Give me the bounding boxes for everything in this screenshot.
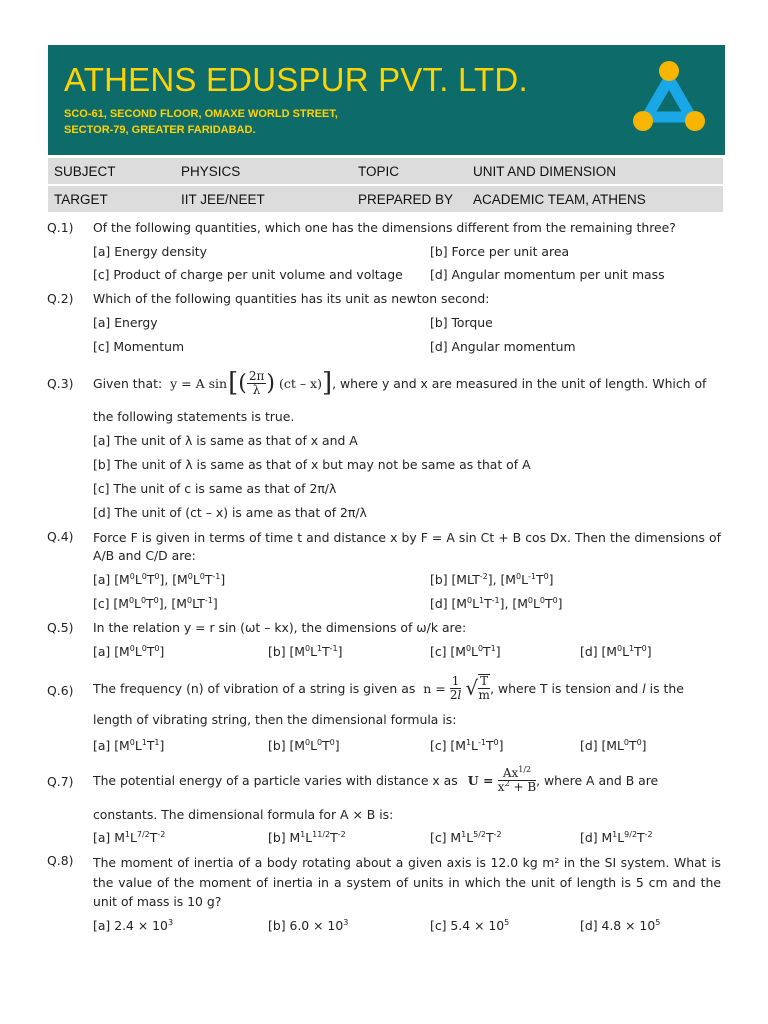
header-banner: [48, 45, 725, 155]
q5-option-c: [c] $[M^0L^0T^1]$: [430, 644, 501, 659]
q7-stem: [93, 760, 658, 800]
q6-option-a: [a] $[M^0L^1T^1]$: [93, 738, 165, 753]
q8-text: The moment of inertia of a body rotating about a given axis is 12.0 kg m² in the SI system. What is the value of the moment of inertia in a system of units in which the unit of length is 5 cm and the unit of mass is 10 g?: [93, 855, 721, 909]
address-line-1: SCO-61, SECOND FLOOR, OMAXE WORLD STREET,: [64, 108, 338, 120]
target-label: TARGET: [48, 186, 175, 214]
q6-l-symbol: l: [642, 680, 646, 696]
q4-text: Force F is given in terms of time t and distance x by F = A sin Ct + B cos Dx. Then the dimensions of A/B and C/D are:: [93, 530, 721, 563]
q8-option-d: [d] $4.8 \times 10^5$: [580, 918, 661, 933]
q4-option-d: [d] $[M^0L^1T^{-1}]$, $[M^0L^0T^0]$: [430, 596, 563, 611]
q8-option-b: [b] $6.0 \times 10^3$: [268, 918, 349, 933]
q6-option-d: [d] $[ML^0T^0]$: [580, 738, 647, 753]
q1-option-b: [b] Force per unit area: [430, 244, 570, 259]
q7-number: Q.7): [47, 774, 74, 789]
q3-option-c: [c] The unit of c is same as that of 2π/λ: [93, 481, 337, 496]
q6-number: Q.6): [47, 683, 74, 698]
q1-option-a: [a] Energy density: [93, 244, 207, 259]
q7-option-c: [c] $M^1L^{5/2}T^{-2}$: [430, 830, 502, 845]
q8-number: Q.8): [47, 853, 74, 868]
prepared-label: PREPARED BY: [352, 186, 467, 214]
q1-text: Of the following quantities, which one has the dimensions different from the remaining three?: [93, 220, 676, 235]
q2-text: Which of the following quantities has its unit as newton second:: [93, 291, 490, 306]
q5-text: In the relation y = r sin (ωt – kx), the dimensions of ω/k are:: [93, 620, 467, 635]
meta-table: [48, 158, 723, 214]
q6-stem: [93, 668, 684, 708]
prepared-value: ACADEMIC TEAM, ATHENS: [467, 186, 723, 214]
q3-pre-text: Given that:: [93, 375, 163, 391]
q6-option-b: [b] $[M^0L^0T^0]$: [268, 738, 340, 753]
topic-value: UNIT AND DIMENSION: [467, 158, 723, 186]
q2-option-a: [a] Energy: [93, 315, 158, 330]
q7-option-b: [b] $M^1L^{11/2}T^{-2}$: [268, 830, 346, 845]
q7-formula: U = $\frac{Ax^{1/2}}{x^2 + B}$: [467, 764, 537, 794]
q3-line2: the following statements is true.: [93, 409, 295, 424]
q7-post-text: , where A and B are: [536, 772, 659, 788]
q3-stem: [93, 365, 706, 401]
q1-option-c: [c] Product of charge per unit volume and voltage: [93, 267, 403, 282]
q4-option-a: [a] $[M^0L^0T^0]$, $[M^0L^0T^{-1}]$: [93, 572, 226, 587]
company-title: ATHENS EDUSPUR PVT. LTD.: [64, 61, 528, 98]
q3-formula: y = A sin [ ( $\frac{2\pi}{\lambda}$ ) (ct – x) ]: [170, 368, 333, 398]
q6-post-text: , where T is tension and: [490, 680, 639, 696]
address-line-2: SECTOR-79, GREATER FARIDABAD.: [64, 124, 256, 136]
q5-option-b: [b] $[M^0L^1T^{-1}]$: [268, 644, 343, 659]
q5-option-d: [d] $[M^0L^1T^0]$: [580, 644, 652, 659]
subject-label: SUBJECT: [48, 158, 175, 186]
q3-option-a: [a] The unit of λ is same as that of x and A: [93, 433, 358, 448]
q5-option-a: [a] $[M^0L^0T^0]$: [93, 644, 165, 659]
athens-logo: [613, 45, 725, 155]
q6-option-c: [c] $[M^1L^{-1}T^0]$: [430, 738, 504, 753]
q3-option-d: [d] The unit of (ct – x) is ame as that of 2π/λ: [93, 505, 367, 520]
q2-number: Q.2): [47, 291, 74, 306]
q7-option-d: [d] $M^1L^{9/2}T^{-2}$: [580, 830, 653, 845]
q2-option-d: [d] Angular momentum: [430, 339, 576, 354]
q3-number: Q.3): [47, 376, 74, 391]
q6-pre-text: The frequency (n) of vibration of a string is given as: [93, 680, 416, 696]
topic-label: TOPIC: [352, 158, 467, 186]
q6-line2: length of vibrating string, then the dimensional formula is:: [93, 712, 457, 727]
subject-value: PHYSICS: [175, 158, 352, 186]
q1-option-d: [d] Angular momentum per unit mass: [430, 267, 665, 282]
q4-option-b: [b] $[MLT^{-2}]$, $[M^0L^{-1}T^0]$: [430, 572, 554, 587]
q4-option-c: [c] $[M^0L^0T^0]$, $[M^0LT^{-1}]$: [93, 596, 218, 611]
q3-option-b: [b] The unit of λ is same as that of x but may not be same as that of A: [93, 457, 531, 472]
q3-post-text: , where y and x are measured in the unit of length. Which of: [332, 375, 707, 391]
q7-line2: constants. The dimensional formula for A × B is:: [93, 807, 394, 822]
q4-number: Q.4): [47, 529, 74, 544]
q2-option-b: [b] Torque: [430, 315, 493, 330]
q1-number: Q.1): [47, 220, 74, 235]
target-value: IIT JEE/NEET: [175, 186, 352, 214]
q7-pre-text: The potential energy of a particle varies with distance x as: [93, 772, 458, 788]
q8-option-c: [c] $5.4 \times 10^5$: [430, 918, 510, 933]
q5-number: Q.5): [47, 620, 74, 635]
q6-formula: n = $\frac{1}{2l}$ √ $\frac{T}{m}$: [423, 673, 490, 702]
q2-option-c: [c] Momentum: [93, 339, 185, 354]
q7-option-a: [a] $M^1L^{7/2}T^{-2}$: [93, 830, 166, 845]
q6-post-text-2: is the: [649, 680, 684, 696]
q8-option-a: [a] $2.4 \times 10^3$: [93, 918, 174, 933]
